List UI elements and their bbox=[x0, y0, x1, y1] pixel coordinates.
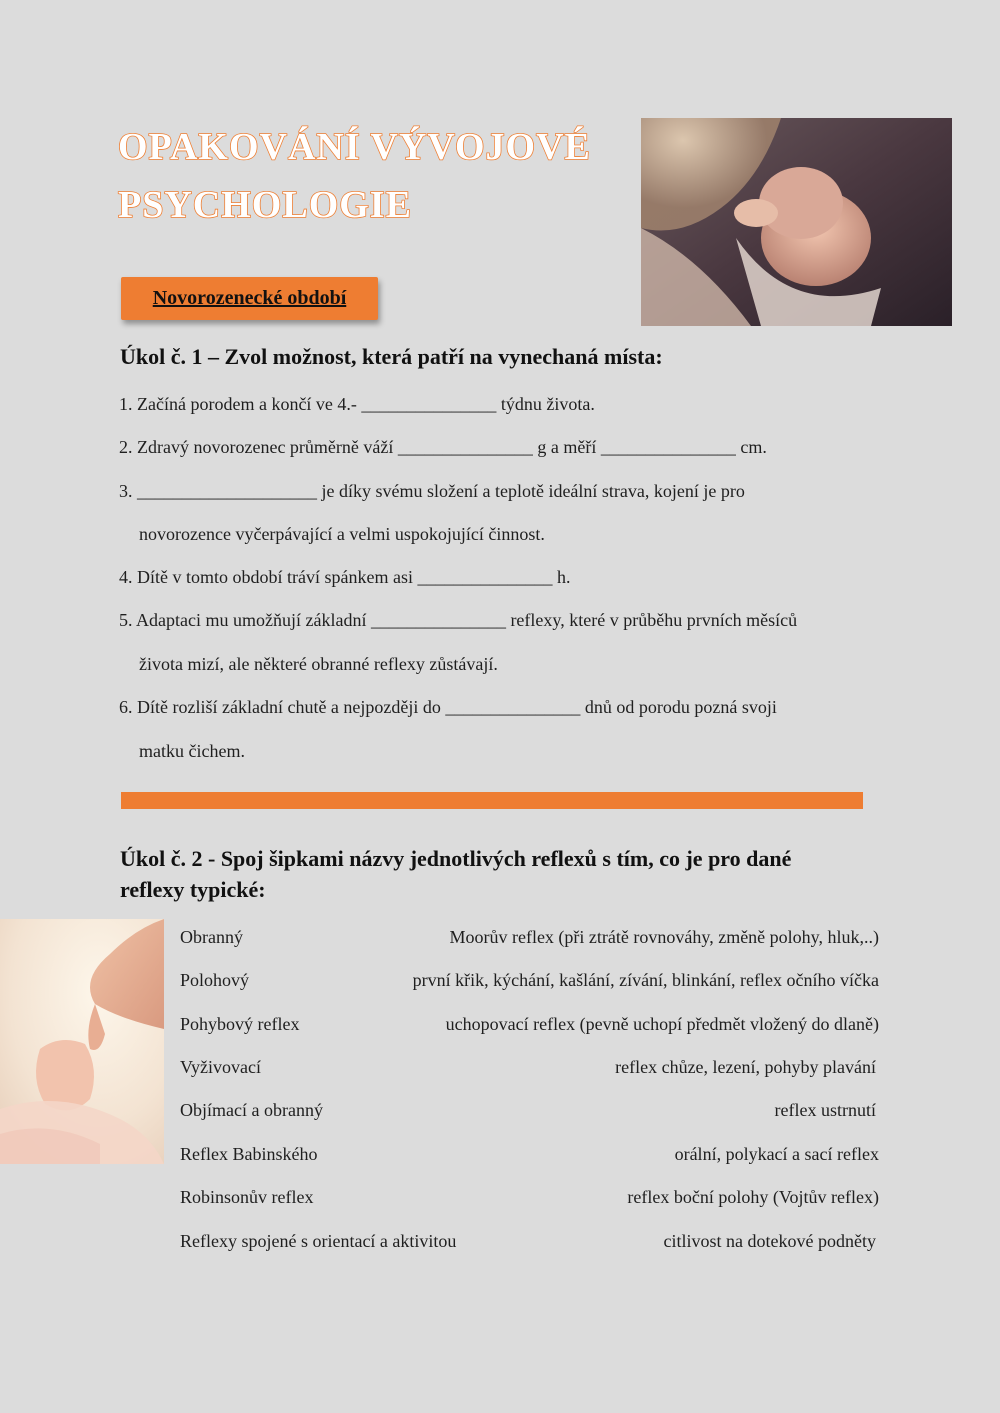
task1-line: novorozence vyčerpávající a velmi uspokojující činnost. bbox=[139, 524, 545, 544]
task1-line: 1. Začíná porodem a končí ve 4.- _______________ týdnu života. bbox=[119, 394, 595, 414]
mother-baby-photo bbox=[641, 118, 952, 326]
task1-line: 2. Zdravý novorozenec průměrně váží _______________ g a měří _______________ cm. bbox=[119, 437, 767, 457]
reflex-description-item: reflex boční polohy (Vojtův reflex) bbox=[627, 1187, 879, 1207]
reflex-name-item: Objímací a obranný bbox=[180, 1100, 323, 1120]
reflex-description-item: uchopovací reflex (pevně uchopí předmět vložený do dlaně) bbox=[445, 1014, 879, 1034]
reflex-name-item: Pohybový reflex bbox=[180, 1014, 300, 1034]
reflex-description-item: Moorův reflex (při ztrátě rovnováhy, změně polohy, hluk,..) bbox=[449, 927, 879, 947]
task1-line: života mizí, ale některé obranné reflexy zůstávají. bbox=[139, 654, 498, 674]
reflex-name-item: Vyživovací bbox=[180, 1057, 261, 1077]
page-title bbox=[118, 118, 628, 234]
section-badge: Novorozenecké období bbox=[121, 277, 378, 320]
reflex-description-item: reflex ustrnutí bbox=[774, 1100, 876, 1120]
task2-heading-line-1: Úkol č. 2 - Spoj šipkami názvy jednotlivých reflexů s tím, co je pro dané bbox=[120, 846, 792, 871]
section-divider bbox=[121, 792, 863, 809]
page-title-line-1: OPAKOVÁNÍ VÝVOJOVÉ bbox=[118, 126, 591, 168]
task1-line: 3. ____________________ je díky svému složení a teplotě ideální strava, kojení je pro bbox=[119, 481, 745, 501]
reflex-name-item: Robinsonův reflex bbox=[180, 1187, 314, 1207]
baby-hand-photo bbox=[0, 919, 164, 1164]
reflex-description-item: orální, polykací a sací reflex bbox=[674, 1144, 879, 1164]
reflex-description-item: první křik, kýchání, kašlání, zívání, blinkání, reflex očního víčka bbox=[412, 970, 879, 990]
reflex-name-item: Polohový bbox=[180, 970, 250, 990]
page-title-line-2: PSYCHOLOGIE bbox=[118, 184, 412, 226]
reflex-description-item: citlivost na dotekové podněty bbox=[663, 1231, 876, 1251]
task1-line: matku čichem. bbox=[139, 741, 245, 761]
reflex-description-item: reflex chůze, lezení, pohyby plavání bbox=[615, 1057, 876, 1077]
task2-heading-line-2: reflexy typické: bbox=[120, 877, 266, 902]
reflex-name-item: Reflexy spojené s orientací a aktivitou bbox=[180, 1231, 457, 1251]
reflex-name-item: Reflex Babinského bbox=[180, 1144, 318, 1164]
reflex-name-item: Obranný bbox=[180, 927, 243, 947]
task1-line: 6. Dítě rozliší základní chutě a nejpozději do _______________ dnů od porodu pozná svoji bbox=[119, 697, 777, 717]
task1-line: 4. Dítě v tomto období tráví spánkem asi _______________ h. bbox=[119, 567, 571, 587]
task1-heading: Úkol č. 1 – Zvol možnost, která patří na vynechaná místa: bbox=[120, 344, 663, 369]
task1-line: 5. Adaptaci mu umožňují základní _______________ reflexy, které v průběhu prvních měsíců bbox=[119, 610, 798, 630]
